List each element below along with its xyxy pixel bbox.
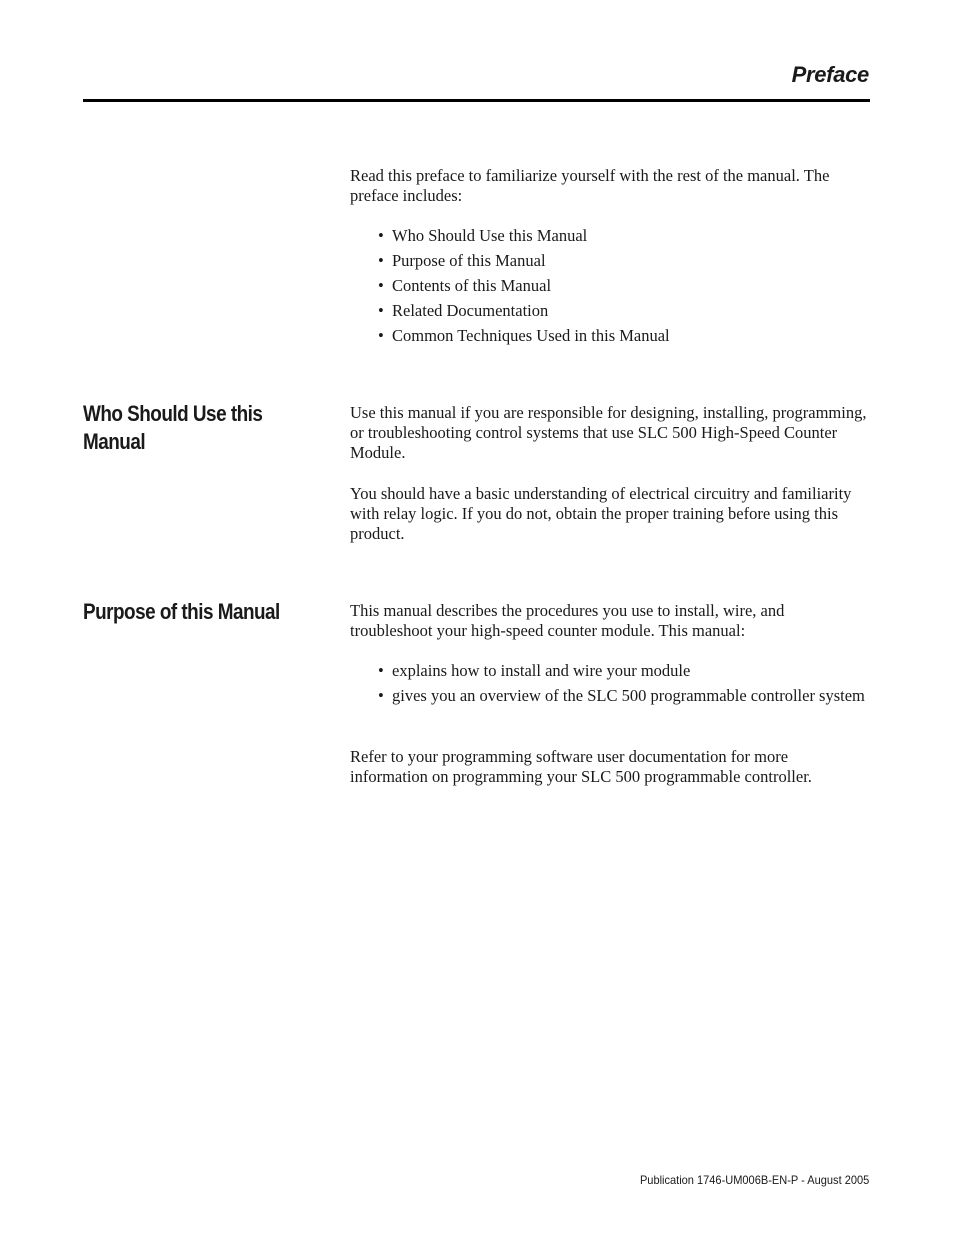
intro-bullet-list [378,226,870,351]
purpose-bullet-list [378,661,870,711]
list-item: • Purpose of this Manual [378,251,546,270]
header-divider [83,99,870,102]
list-item: • explains how to install and wire your module [378,661,691,680]
list-item: • gives you an overview of the SLC 500 programmable controller system [378,686,865,705]
who-should-use-paragraph-2: You should have a basic understanding of electrical circuitry and familiarity with relay logic. If you do not, obtain the proper training before using this product. [350,484,852,543]
purpose-paragraph-1: This manual describes the procedures you use to install, wire, and troubleshoot your high-speed counter module. This manual: [350,601,785,640]
page-header-title: Preface [791,62,869,87]
list-item: • Who Should Use this Manual [378,226,588,245]
section-heading-purpose: Purpose of this Manual [83,599,280,624]
publication-footer: Publication 1746-UM006B-EN-P - August 2005 [639,1173,869,1187]
purpose-paragraph-2: Refer to your programming software user documentation for more information on programming your SLC 500 programmable controller. [350,747,812,786]
who-should-use-paragraph-1: Use this manual if you are responsible for designing, installing, programming, or troubleshooting control systems that use SLC 500 High-Speed Counter Module. [350,403,867,462]
section-heading-who-should-use: Who Should Use this Manual [83,401,263,454]
list-item: • Related Documentation [378,301,549,320]
list-item: • Contents of this Manual [378,276,552,295]
list-item: • Common Techniques Used in this Manual [378,326,670,345]
intro-paragraph: Read this preface to familiarize yourself with the rest of the manual. The preface includes: [350,166,830,205]
